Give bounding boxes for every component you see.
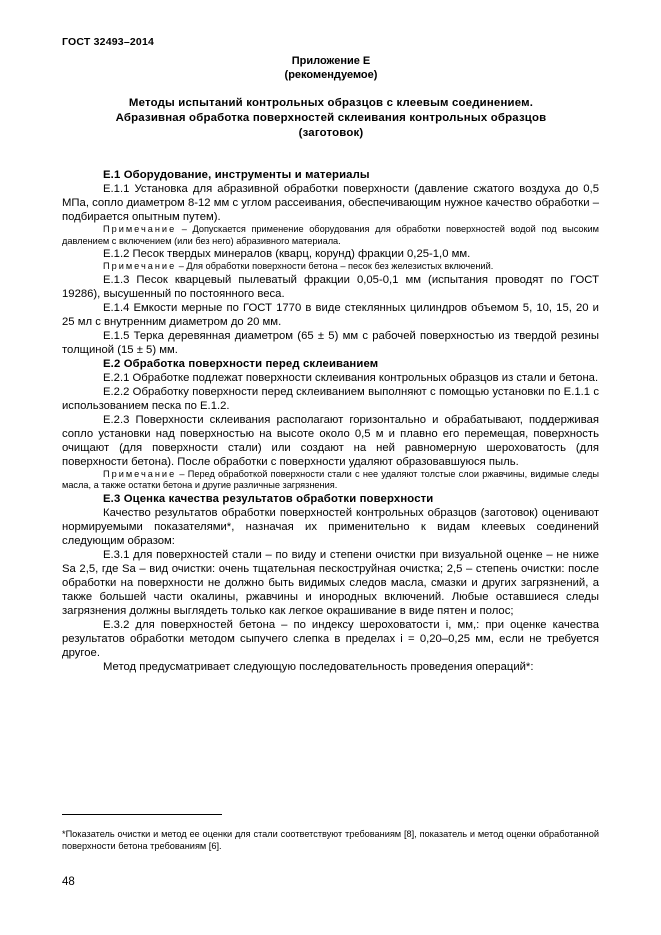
paragraph-e1-4: Е.1.4 Емкости мерные по ГОСТ 1770 в виде стеклянных цилиндров объемом 5, 10, 15, 20 и 25 мл с внутренним диаметром до 20 мм. bbox=[62, 301, 599, 328]
annex-block bbox=[62, 54, 600, 82]
standard-designation: ГОСТ 32493–2014 bbox=[62, 36, 155, 48]
title-line-2: Абразивная обработка поверхностей склеивания контрольных образцов bbox=[115, 112, 547, 124]
title-line-3: (заготовок) bbox=[298, 127, 364, 139]
paragraph-e1-2: Е.1.2 Песок твердых минералов (кварц, корунд) фракции 0,25-1,0 мм. bbox=[103, 248, 471, 260]
paragraph-e2-1: Е.2.1 Обработке подлежат поверхности склеивания контрольных образцов из стали и бетона. bbox=[103, 371, 599, 384]
annex-label: Приложение Е bbox=[291, 55, 371, 67]
footnote-separator bbox=[62, 814, 222, 815]
page-number: 48 bbox=[62, 876, 75, 888]
section-heading-e1: Е.1 Оборудование, инструменты и материалы bbox=[103, 169, 370, 181]
note-text: – Перед обработкой поверхности стали с нее удаляют толстые слои ржавчины, видимые следы масла, а также остатки бетона и другие различные загрязнения. bbox=[62, 468, 599, 490]
note-text: – Для обработки поверхности бетона – песок без железистых включений. bbox=[176, 261, 494, 271]
paragraph-e1-1: Е.1.1 Установка для абразивной обработки поверхности (давление сжатого воздуха до 0,5 МПа, сопло диаметром 8-12 мм с углом рассеивания, обеспечивающим нужное качество обработки – подбирается опытным путем). bbox=[62, 183, 599, 223]
note-label: Примечание bbox=[103, 468, 177, 479]
title-line-1: Методы испытаний контрольных образцов с клеевым соединением. bbox=[128, 97, 534, 109]
annex-title bbox=[62, 96, 600, 141]
note-e1-1 bbox=[62, 224, 599, 247]
document-body bbox=[62, 168, 599, 674]
paragraph-e1-3: Е.1.3 Песок кварцевый пылеватый фракции 0,05-0,1 мм (испытания проводят по ГОСТ 19286), высушенный по постоянного веса. bbox=[62, 273, 599, 300]
section-heading-e3: Е.3 Оценка качества результатов обработки поверхности bbox=[103, 492, 434, 505]
annex-status: (рекомендуемое) bbox=[284, 69, 378, 81]
note-e2 bbox=[62, 469, 599, 492]
section-heading-e2: Е.2 Обработка поверхности перед склеиванием bbox=[103, 357, 379, 370]
note-e1-2 bbox=[62, 261, 599, 273]
footnote: *Показатель очистки и метод ее оценки для стали соответствуют требованиям [8], показатель и метод оценки обработанной поверхности бетона требованиям [6]. bbox=[62, 829, 599, 851]
paragraph-e3-1: Качество результатов обработки поверхностей контрольных образцов (заготовок) оценивают нормируемыми показателями*, назначая их применительно к видам клеевых соединений следующим образом: bbox=[62, 506, 599, 547]
note-label: Примечание bbox=[103, 261, 177, 271]
paragraph-e3-2: Е.3.1 для поверхностей стали – по виду и степени очистки при визуальной оценке – не ниже Sa 2,5, где Sa – вид очистки: очень тщательная пескоструйная очистка; 2,5 – степень очистки: после обработки на поверхности не должно быть видимых следов масла, смазки и других загрязнений, а также большей части окалины, ржавчины и инородных включений. Любые оставшиеся следы загрязнения должны выглядеть только как легкое окрашивание в виде пятен и полос; bbox=[62, 548, 599, 617]
paragraph-e3-4: Метод предусматривает следующую последовательность проведения операций*: bbox=[103, 660, 534, 673]
paragraph-e2-3: Е.2.3 Поверхности склеивания располагают горизонтально и обрабатывают, поддерживая сопло установки над поверхностью на высоте около 0,5 м и плавно его перемещая, поверхность очищают (для поверхности стали) или создают на ней равномерную шероховатость (для поверхности бетона). После обработки с поверхности удаляют образовавшуюся пыль. bbox=[62, 413, 599, 468]
note-label: Примечание bbox=[103, 224, 177, 234]
paragraph-e2-2: Е.2.2 Обработку поверхности перед склеиванием выполняют с помощью установки по Е.1.1 с использованием песка по Е.1.2. bbox=[62, 385, 599, 412]
paragraph-e3-3: Е.3.2 для поверхностей бетона – по индексу шероховатости i, мм,: при оценке качества результатов обработки методом сыпучего слепка в пределах i = 0,20–0,25 мм, если не требуется другое. bbox=[62, 618, 599, 659]
note-text: – Допускается применение оборудования для обработки поверхностей водой под высоким давлением с включением (или без него) абразивного материала. bbox=[62, 224, 599, 246]
paragraph-e1-5: Е.1.5 Терка деревянная диаметром (65 ± 5) мм с рабочей поверхностью из твердой резины толщиной (15 ± 5) мм. bbox=[62, 329, 599, 356]
